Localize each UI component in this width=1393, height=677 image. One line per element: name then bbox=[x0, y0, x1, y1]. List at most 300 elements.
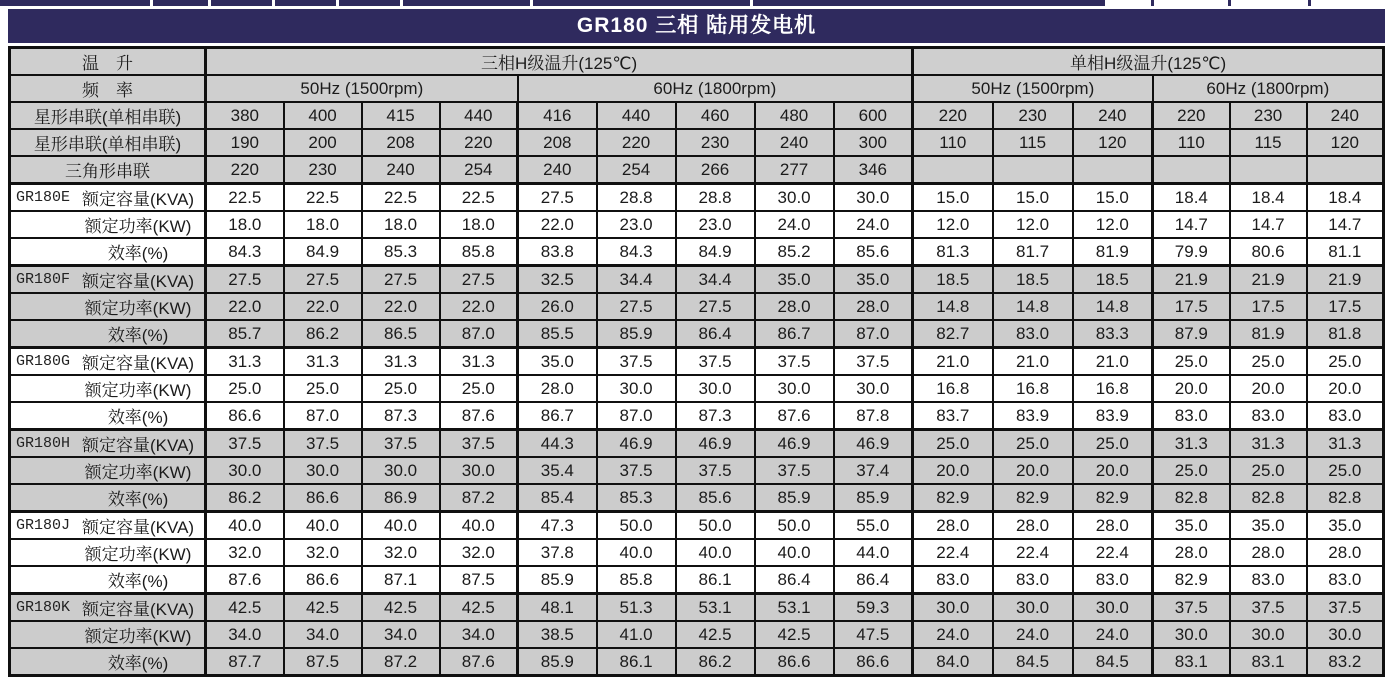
data-value-cell: 30.0 bbox=[1073, 594, 1153, 622]
data-value-cell: 30.0 bbox=[206, 457, 284, 484]
row-label-cell bbox=[10, 457, 206, 484]
data-value-cell: 83.1 bbox=[1230, 648, 1307, 676]
param-label: 效率(%) bbox=[107, 490, 169, 509]
data-value-cell: 86.6 bbox=[834, 648, 913, 676]
param-label: 额定容量(KVA) bbox=[82, 436, 195, 455]
param-label: 效率(%) bbox=[107, 572, 169, 591]
data-value-cell: 83.3 bbox=[1073, 320, 1153, 348]
data-value-cell: 85.6 bbox=[676, 484, 755, 512]
data-value-cell: 31.3 bbox=[284, 348, 362, 376]
data-value-cell: 86.9 bbox=[362, 484, 440, 512]
frequency-row bbox=[10, 75, 1384, 102]
data-value-cell: 86.4 bbox=[834, 566, 913, 594]
data-value-cell: 87.2 bbox=[362, 648, 440, 676]
voltage-value-cell: 254 bbox=[440, 156, 518, 184]
strip-notch bbox=[150, 0, 153, 6]
data-value-cell: 42.5 bbox=[206, 594, 284, 622]
data-value-cell: 34.4 bbox=[676, 266, 755, 294]
data-value-cell: 85.4 bbox=[518, 484, 597, 512]
data-value-cell: 20.0 bbox=[1230, 375, 1307, 402]
strip-notch bbox=[400, 0, 403, 6]
data-value-cell: 12.0 bbox=[913, 211, 993, 238]
param-label: 额定容量(KVA) bbox=[82, 600, 195, 619]
row-label-cell bbox=[10, 484, 206, 512]
data-value-cell: 37.5 bbox=[1307, 594, 1384, 622]
data-value-cell: 25.0 bbox=[1307, 457, 1384, 484]
data-value-cell: 87.5 bbox=[284, 648, 362, 676]
data-value-cell: 35.4 bbox=[518, 457, 597, 484]
data-value-cell: 37.5 bbox=[597, 457, 676, 484]
data-value-cell: 87.1 bbox=[362, 566, 440, 594]
voltage-value-cell: 115 bbox=[1230, 129, 1307, 156]
voltage-value-cell: 266 bbox=[676, 156, 755, 184]
data-value-cell: 14.8 bbox=[1073, 293, 1153, 320]
data-value-cell: 28.0 bbox=[913, 512, 993, 540]
voltage-value-cell: 346 bbox=[834, 156, 913, 184]
data-value-cell: 22.5 bbox=[362, 184, 440, 212]
data-value-cell: 30.0 bbox=[362, 457, 440, 484]
voltage-value-cell: 240 bbox=[1307, 102, 1384, 129]
data-value-cell: 25.0 bbox=[206, 375, 284, 402]
data-value-cell: 18.0 bbox=[206, 211, 284, 238]
data-value-cell: 86.7 bbox=[518, 402, 597, 430]
param-label: 效率(%) bbox=[107, 654, 169, 673]
data-value-cell: 79.9 bbox=[1153, 238, 1230, 266]
data-value-cell: 20.0 bbox=[1153, 375, 1230, 402]
data-value-cell: 30.0 bbox=[1153, 621, 1230, 648]
rated-power-row bbox=[10, 621, 1384, 648]
data-value-cell: 25.0 bbox=[1230, 348, 1307, 376]
data-value-cell: 80.6 bbox=[1230, 238, 1307, 266]
param-label: 效率(%) bbox=[107, 408, 169, 427]
data-value-cell: 27.5 bbox=[284, 266, 362, 294]
data-value-cell: 28.0 bbox=[1230, 539, 1307, 566]
efficiency-row bbox=[10, 484, 1384, 512]
data-value-cell: 59.3 bbox=[834, 594, 913, 622]
data-value-cell: 21.0 bbox=[1073, 348, 1153, 376]
param-label: 额定容量(KVA) bbox=[82, 272, 195, 291]
strip-notch bbox=[336, 0, 339, 6]
row-label-cell bbox=[10, 238, 206, 266]
model-name: GR180G bbox=[16, 353, 71, 370]
voltage-value-cell bbox=[1307, 156, 1384, 184]
data-value-cell: 83.0 bbox=[1073, 566, 1153, 594]
data-value-cell: 14.8 bbox=[993, 293, 1073, 320]
data-value-cell: 85.7 bbox=[206, 320, 284, 348]
voltage-value-cell: 460 bbox=[676, 102, 755, 129]
data-value-cell: 87.2 bbox=[440, 484, 518, 512]
data-value-cell: 35.0 bbox=[755, 266, 834, 294]
data-value-cell: 87.6 bbox=[206, 566, 284, 594]
data-value-cell: 18.0 bbox=[440, 211, 518, 238]
data-value-cell: 42.5 bbox=[676, 621, 755, 648]
param-label: 额定功率(KW) bbox=[84, 627, 192, 646]
row-label-cell bbox=[10, 594, 206, 622]
voltage-value-cell: 208 bbox=[518, 129, 597, 156]
voltage-value-cell: 240 bbox=[1073, 102, 1153, 129]
data-value-cell: 42.5 bbox=[755, 621, 834, 648]
connection-label: 三角形串联 bbox=[10, 156, 206, 184]
data-value-cell: 18.5 bbox=[913, 266, 993, 294]
cropped-row-ticks bbox=[1105, 0, 1393, 6]
data-value-cell: 32.0 bbox=[362, 539, 440, 566]
rated-capacity-row bbox=[10, 594, 1384, 622]
row-label-cell bbox=[10, 348, 206, 376]
voltage-value-cell: 230 bbox=[1230, 102, 1307, 129]
voltage-value-cell: 400 bbox=[284, 102, 362, 129]
param-label: 额定容量(KVA) bbox=[82, 518, 195, 537]
data-value-cell: 28.0 bbox=[993, 512, 1073, 540]
data-value-cell: 14.8 bbox=[913, 293, 993, 320]
data-value-cell: 22.5 bbox=[440, 184, 518, 212]
data-value-cell: 16.8 bbox=[993, 375, 1073, 402]
three-phase-temp-header: 三相H级温升(125℃) bbox=[206, 48, 913, 76]
data-value-cell: 84.9 bbox=[284, 238, 362, 266]
data-value-cell: 31.3 bbox=[440, 348, 518, 376]
param-label: 额定容量(KVA) bbox=[82, 190, 195, 209]
data-value-cell: 87.7 bbox=[206, 648, 284, 676]
data-value-cell: 16.8 bbox=[913, 375, 993, 402]
data-value-cell: 25.0 bbox=[993, 430, 1073, 458]
data-value-cell: 31.3 bbox=[206, 348, 284, 376]
data-value-cell: 83.0 bbox=[1230, 402, 1307, 430]
rated-power-row bbox=[10, 211, 1384, 238]
data-value-cell: 83.1 bbox=[1153, 648, 1230, 676]
data-value-cell: 35.0 bbox=[1230, 512, 1307, 540]
data-value-cell: 20.0 bbox=[1307, 375, 1384, 402]
data-value-cell: 21.0 bbox=[913, 348, 993, 376]
data-value-cell: 42.5 bbox=[284, 594, 362, 622]
model-name: GR180H bbox=[16, 435, 71, 452]
data-value-cell: 40.0 bbox=[284, 512, 362, 540]
data-value-cell: 46.9 bbox=[834, 430, 913, 458]
voltage-value-cell: 120 bbox=[1307, 129, 1384, 156]
model-name: GR180J bbox=[16, 517, 71, 534]
rated-power-row bbox=[10, 457, 1384, 484]
data-value-cell: 87.9 bbox=[1153, 320, 1230, 348]
data-value-cell: 37.4 bbox=[834, 457, 913, 484]
data-value-cell: 37.5 bbox=[206, 430, 284, 458]
data-value-cell: 28.0 bbox=[1073, 512, 1153, 540]
data-value-cell: 27.5 bbox=[362, 266, 440, 294]
voltage-value-cell bbox=[1073, 156, 1153, 184]
frequency-group-header: 60Hz (1800rpm) bbox=[518, 75, 913, 102]
data-value-cell: 32.0 bbox=[284, 539, 362, 566]
page-title: GR180 三相 陆用发电机 bbox=[8, 9, 1385, 43]
row-label-cell bbox=[10, 184, 206, 212]
data-value-cell: 86.2 bbox=[676, 648, 755, 676]
data-value-cell: 86.2 bbox=[206, 484, 284, 512]
data-value-cell: 27.5 bbox=[440, 266, 518, 294]
voltage-value-cell: 300 bbox=[834, 129, 913, 156]
data-value-cell: 83.0 bbox=[913, 566, 993, 594]
data-value-cell: 23.0 bbox=[676, 211, 755, 238]
data-value-cell: 37.5 bbox=[597, 348, 676, 376]
data-value-cell: 40.0 bbox=[676, 539, 755, 566]
data-value-cell: 22.5 bbox=[206, 184, 284, 212]
param-label: 额定功率(KW) bbox=[84, 299, 192, 318]
data-value-cell: 31.3 bbox=[1230, 430, 1307, 458]
data-value-cell: 87.0 bbox=[284, 402, 362, 430]
data-value-cell: 22.0 bbox=[440, 293, 518, 320]
data-value-cell: 30.0 bbox=[755, 184, 834, 212]
data-value-cell: 22.4 bbox=[1073, 539, 1153, 566]
data-value-cell: 83.2 bbox=[1307, 648, 1384, 676]
data-value-cell: 17.5 bbox=[1153, 293, 1230, 320]
data-value-cell: 83.8 bbox=[518, 238, 597, 266]
data-value-cell: 25.0 bbox=[913, 430, 993, 458]
rated-power-row bbox=[10, 539, 1384, 566]
connection-label: 星形串联(单相串联) bbox=[10, 129, 206, 156]
data-value-cell: 44.3 bbox=[518, 430, 597, 458]
data-value-cell: 81.8 bbox=[1307, 320, 1384, 348]
data-value-cell: 22.0 bbox=[362, 293, 440, 320]
voltage-value-cell: 600 bbox=[834, 102, 913, 129]
data-value-cell: 30.0 bbox=[913, 594, 993, 622]
data-value-cell: 82.8 bbox=[1230, 484, 1307, 512]
data-value-cell: 12.0 bbox=[993, 211, 1073, 238]
data-value-cell: 53.1 bbox=[676, 594, 755, 622]
voltage-value-cell: 240 bbox=[755, 129, 834, 156]
data-value-cell: 25.0 bbox=[1153, 348, 1230, 376]
data-value-cell: 27.5 bbox=[518, 184, 597, 212]
data-value-cell: 84.9 bbox=[676, 238, 755, 266]
data-value-cell: 86.1 bbox=[597, 648, 676, 676]
data-value-cell: 82.8 bbox=[1307, 484, 1384, 512]
voltage-value-cell: 380 bbox=[206, 102, 284, 129]
data-value-cell: 17.5 bbox=[1230, 293, 1307, 320]
param-label: 额定功率(KW) bbox=[84, 545, 192, 564]
data-value-cell: 51.3 bbox=[597, 594, 676, 622]
data-value-cell: 25.0 bbox=[284, 375, 362, 402]
data-value-cell: 81.1 bbox=[1307, 238, 1384, 266]
voltage-value-cell: 110 bbox=[913, 129, 993, 156]
voltage-value-cell: 220 bbox=[597, 129, 676, 156]
data-value-cell: 81.7 bbox=[993, 238, 1073, 266]
data-value-cell: 50.0 bbox=[597, 512, 676, 540]
data-value-cell: 32.0 bbox=[440, 539, 518, 566]
data-value-cell: 37.5 bbox=[834, 348, 913, 376]
data-value-cell: 86.4 bbox=[676, 320, 755, 348]
data-value-cell: 85.9 bbox=[597, 320, 676, 348]
efficiency-row bbox=[10, 320, 1384, 348]
data-value-cell: 25.0 bbox=[1073, 430, 1153, 458]
data-value-cell: 25.0 bbox=[1307, 348, 1384, 376]
data-value-cell: 85.2 bbox=[755, 238, 834, 266]
model-name: GR180F bbox=[16, 271, 71, 288]
data-value-cell: 84.5 bbox=[1073, 648, 1153, 676]
data-value-cell: 18.4 bbox=[1230, 184, 1307, 212]
data-value-cell: 37.5 bbox=[755, 348, 834, 376]
data-value-cell: 31.3 bbox=[1153, 430, 1230, 458]
data-value-cell: 15.0 bbox=[1073, 184, 1153, 212]
data-value-cell: 81.9 bbox=[1230, 320, 1307, 348]
strip-notch bbox=[750, 0, 753, 6]
voltage-value-cell: 190 bbox=[206, 129, 284, 156]
data-value-cell: 37.5 bbox=[362, 430, 440, 458]
row-label-cell bbox=[10, 648, 206, 676]
data-value-cell: 81.3 bbox=[913, 238, 993, 266]
data-value-cell: 40.0 bbox=[206, 512, 284, 540]
row-label-cell bbox=[10, 539, 206, 566]
voltage-value-cell: 230 bbox=[284, 156, 362, 184]
rated-capacity-row bbox=[10, 512, 1384, 540]
data-value-cell: 25.0 bbox=[362, 375, 440, 402]
data-value-cell: 30.0 bbox=[755, 375, 834, 402]
data-value-cell: 22.4 bbox=[993, 539, 1073, 566]
data-value-cell: 87.3 bbox=[362, 402, 440, 430]
data-value-cell: 87.6 bbox=[755, 402, 834, 430]
data-value-cell: 40.0 bbox=[440, 512, 518, 540]
data-value-cell: 87.0 bbox=[834, 320, 913, 348]
frequency-label: 频 率 bbox=[10, 75, 206, 102]
param-label: 效率(%) bbox=[107, 244, 169, 263]
rated-capacity-row bbox=[10, 348, 1384, 376]
data-value-cell: 82.9 bbox=[913, 484, 993, 512]
data-value-cell: 86.6 bbox=[206, 402, 284, 430]
efficiency-row bbox=[10, 238, 1384, 266]
data-value-cell: 18.5 bbox=[993, 266, 1073, 294]
data-value-cell: 28.0 bbox=[1307, 539, 1384, 566]
data-value-cell: 18.0 bbox=[362, 211, 440, 238]
data-value-cell: 18.4 bbox=[1153, 184, 1230, 212]
efficiency-row bbox=[10, 402, 1384, 430]
data-value-cell: 30.0 bbox=[676, 375, 755, 402]
data-value-cell: 30.0 bbox=[834, 375, 913, 402]
data-value-cell: 85.6 bbox=[834, 238, 913, 266]
voltage-value-cell: 230 bbox=[993, 102, 1073, 129]
data-value-cell: 37.5 bbox=[1230, 594, 1307, 622]
data-value-cell: 37.5 bbox=[676, 457, 755, 484]
data-value-cell: 22.0 bbox=[206, 293, 284, 320]
row-label-cell bbox=[10, 375, 206, 402]
voltage-value-cell: 220 bbox=[440, 129, 518, 156]
strip-tick bbox=[1308, 0, 1311, 6]
data-value-cell: 47.3 bbox=[518, 512, 597, 540]
data-value-cell: 31.3 bbox=[362, 348, 440, 376]
data-value-cell: 30.0 bbox=[993, 594, 1073, 622]
row-label-cell bbox=[10, 621, 206, 648]
data-value-cell: 86.2 bbox=[284, 320, 362, 348]
data-value-cell: 16.8 bbox=[1073, 375, 1153, 402]
data-value-cell: 35.0 bbox=[1153, 512, 1230, 540]
data-value-cell: 15.0 bbox=[913, 184, 993, 212]
generator-spec-table bbox=[8, 46, 1385, 677]
data-value-cell: 83.0 bbox=[993, 320, 1073, 348]
data-value-cell: 82.7 bbox=[913, 320, 993, 348]
data-value-cell: 32.5 bbox=[518, 266, 597, 294]
data-value-cell: 87.8 bbox=[834, 402, 913, 430]
data-value-cell: 87.3 bbox=[676, 402, 755, 430]
data-value-cell: 85.3 bbox=[597, 484, 676, 512]
data-value-cell: 83.0 bbox=[1307, 402, 1384, 430]
data-value-cell: 83.9 bbox=[993, 402, 1073, 430]
param-label: 额定容量(KVA) bbox=[82, 354, 195, 373]
data-value-cell: 22.0 bbox=[284, 293, 362, 320]
data-value-cell: 22.0 bbox=[518, 211, 597, 238]
strip-tick bbox=[1228, 0, 1231, 6]
data-value-cell: 24.0 bbox=[755, 211, 834, 238]
data-value-cell: 34.0 bbox=[284, 621, 362, 648]
data-value-cell: 82.9 bbox=[993, 484, 1073, 512]
data-value-cell: 18.5 bbox=[1073, 266, 1153, 294]
data-value-cell: 27.5 bbox=[597, 293, 676, 320]
voltage-value-cell: 120 bbox=[1073, 129, 1153, 156]
voltage-value-cell: 277 bbox=[755, 156, 834, 184]
data-value-cell: 84.3 bbox=[206, 238, 284, 266]
row-label-cell bbox=[10, 430, 206, 458]
data-value-cell: 21.9 bbox=[1153, 266, 1230, 294]
efficiency-row bbox=[10, 648, 1384, 676]
strip-notch bbox=[530, 0, 533, 6]
param-label: 额定功率(KW) bbox=[84, 217, 192, 236]
data-value-cell: 23.0 bbox=[597, 211, 676, 238]
data-value-cell: 84.5 bbox=[993, 648, 1073, 676]
data-value-cell: 25.0 bbox=[440, 375, 518, 402]
data-value-cell: 15.0 bbox=[993, 184, 1073, 212]
voltage-row bbox=[10, 102, 1384, 129]
data-value-cell: 83.0 bbox=[1307, 566, 1384, 594]
data-value-cell: 22.4 bbox=[913, 539, 993, 566]
data-value-cell: 28.0 bbox=[755, 293, 834, 320]
voltage-value-cell: 220 bbox=[913, 102, 993, 129]
data-value-cell: 21.0 bbox=[993, 348, 1073, 376]
strip-notch bbox=[272, 0, 275, 6]
data-value-cell: 86.5 bbox=[362, 320, 440, 348]
data-value-cell: 85.9 bbox=[518, 648, 597, 676]
data-value-cell: 85.9 bbox=[755, 484, 834, 512]
data-value-cell: 41.0 bbox=[597, 621, 676, 648]
data-value-cell: 83.0 bbox=[1230, 566, 1307, 594]
data-value-cell: 30.0 bbox=[1307, 621, 1384, 648]
voltage-value-cell: 230 bbox=[676, 129, 755, 156]
strip-notch bbox=[208, 0, 211, 6]
data-value-cell: 35.0 bbox=[1307, 512, 1384, 540]
connection-label: 星形串联(单相串联) bbox=[10, 102, 206, 129]
data-value-cell: 86.1 bbox=[676, 566, 755, 594]
data-value-cell: 84.0 bbox=[913, 648, 993, 676]
data-value-cell: 31.3 bbox=[1307, 430, 1384, 458]
frequency-group-header: 60Hz (1800rpm) bbox=[1153, 75, 1384, 102]
data-value-cell: 26.0 bbox=[518, 293, 597, 320]
data-value-cell: 83.7 bbox=[913, 402, 993, 430]
data-value-cell: 37.5 bbox=[1153, 594, 1230, 622]
voltage-value-cell: 480 bbox=[755, 102, 834, 129]
rated-capacity-row bbox=[10, 184, 1384, 212]
data-value-cell: 84.3 bbox=[597, 238, 676, 266]
efficiency-row bbox=[10, 566, 1384, 594]
data-value-cell: 35.0 bbox=[518, 348, 597, 376]
data-value-cell: 22.5 bbox=[284, 184, 362, 212]
data-value-cell: 14.7 bbox=[1307, 211, 1384, 238]
data-value-cell: 27.5 bbox=[676, 293, 755, 320]
data-value-cell: 28.8 bbox=[597, 184, 676, 212]
data-value-cell: 83.0 bbox=[1153, 402, 1230, 430]
data-value-cell: 82.9 bbox=[1153, 566, 1230, 594]
data-value-cell: 30.0 bbox=[834, 184, 913, 212]
data-value-cell: 40.0 bbox=[755, 539, 834, 566]
data-value-cell: 83.0 bbox=[993, 566, 1073, 594]
data-value-cell: 30.0 bbox=[440, 457, 518, 484]
data-value-cell: 30.0 bbox=[1230, 621, 1307, 648]
data-value-cell: 17.5 bbox=[1307, 293, 1384, 320]
data-value-cell: 28.0 bbox=[834, 293, 913, 320]
voltage-row bbox=[10, 129, 1384, 156]
data-value-cell: 14.7 bbox=[1230, 211, 1307, 238]
data-value-cell: 50.0 bbox=[676, 512, 755, 540]
voltage-value-cell bbox=[1153, 156, 1230, 184]
data-value-cell: 85.3 bbox=[362, 238, 440, 266]
